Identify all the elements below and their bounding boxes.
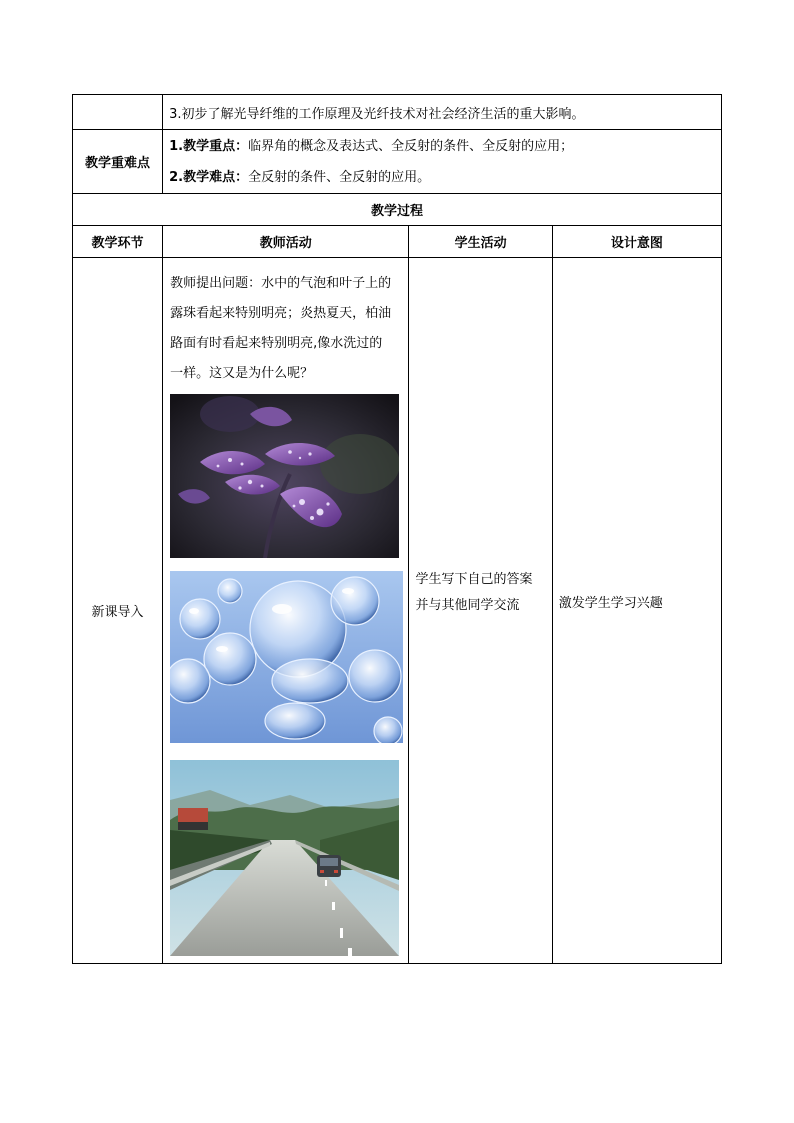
header-student: 学生活动 <box>409 226 552 258</box>
design-intent-text: 激发学生学习兴趣 <box>558 596 663 611</box>
student-line: 并与其他同学交流 <box>415 598 520 613</box>
student-activity-cell <box>409 258 552 964</box>
stage-cell: 新课导入 <box>73 258 163 964</box>
key-point-text: 临界角的概念及表达式、全反射的条件、全反射的应用； <box>248 138 574 154</box>
key-points-row <box>73 130 722 194</box>
dew-leaves-image <box>170 394 399 558</box>
key-point-label: 1.教学重点： <box>169 138 249 154</box>
objectives-label-cell <box>73 95 163 130</box>
teacher-line: 一样。这又是为什么呢？ <box>170 365 314 381</box>
process-header-row <box>73 226 722 258</box>
key-point-line <box>169 131 715 162</box>
lesson-plan-table <box>72 94 722 964</box>
header-teacher: 教师活动 <box>163 226 409 258</box>
student-activity-text <box>409 567 551 619</box>
header-intent: 设计意图 <box>552 226 721 258</box>
objective-item-3: 3.初步了解光导纤维的工作原理及光纤技术对社会经济生活的重大影响。 <box>163 95 722 130</box>
highway-road-image <box>170 760 399 956</box>
header-stage: 教学环节 <box>73 226 163 258</box>
water-bubbles-image <box>170 571 403 743</box>
teacher-line: 教师提出问题：水中的气泡和叶子上的 <box>170 275 392 291</box>
key-points-label: 教学重难点 <box>73 130 163 194</box>
teacher-line: 露珠看起来特别明亮；炎热夏天，柏油 <box>170 305 392 321</box>
process-row-intro <box>73 258 722 964</box>
teacher-line: 路面有时看起来特别明亮,像水洗过的 <box>170 335 383 351</box>
design-intent-cell <box>552 258 721 964</box>
difficult-point-line <box>169 162 715 193</box>
difficult-point-label: 2.教学难点： <box>169 169 249 185</box>
key-points-cell <box>163 130 722 194</box>
difficult-point-text: 全反射的条件、全反射的应用。 <box>248 169 431 185</box>
student-line: 学生写下自己的答案 <box>415 572 533 587</box>
process-title-row <box>73 194 722 226</box>
objectives-row <box>73 95 722 130</box>
teacher-question <box>163 266 408 389</box>
teacher-activity-cell <box>163 258 409 964</box>
process-title: 教学过程 <box>73 194 722 226</box>
